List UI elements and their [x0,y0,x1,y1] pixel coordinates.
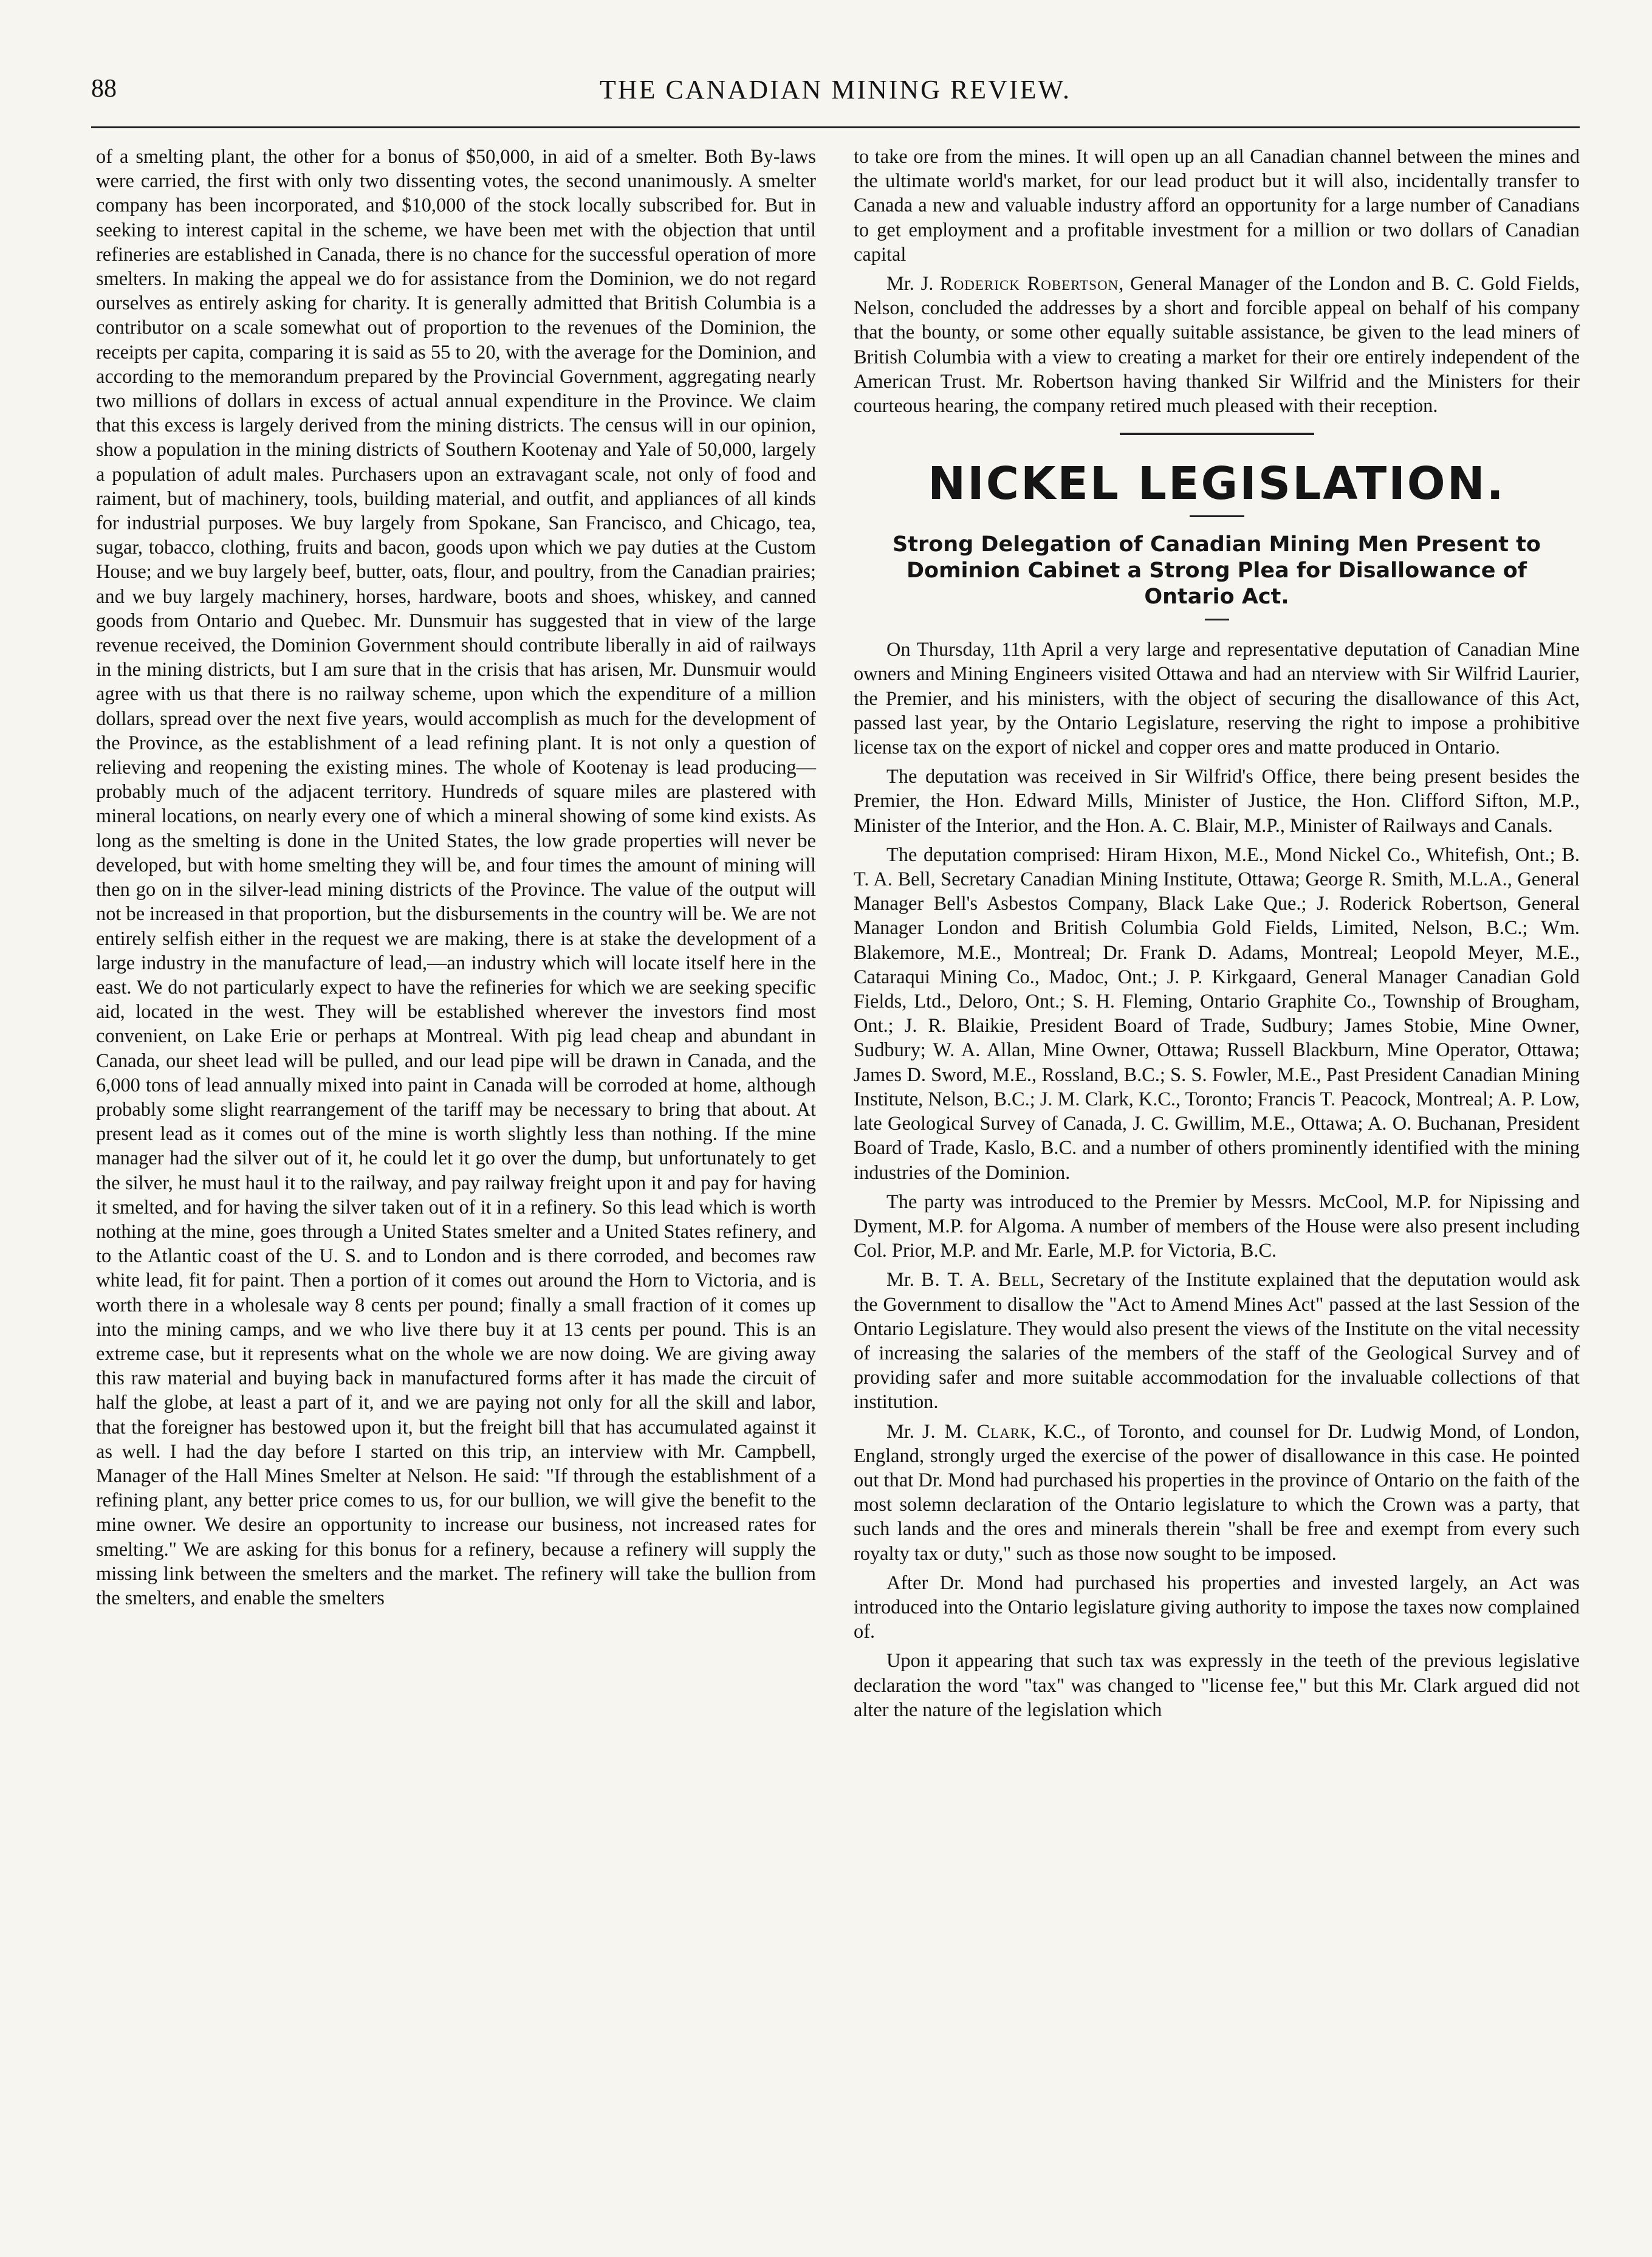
left-paragraph: of a smelting plant, the other for a bonus of $50,000, in aid of a smelter. Both By-laws were carried, the first with only two dissenting votes, the second unanimously. A smelter company has been incorporated, and $10,000 of the stock locally subscribed for. But in seeking to interest capital in the scheme, we have been met with the objection that until refineries are established in Canada, there is no chance for the successful operation of more smelters. In making the appeal we do for assistance from the Dominion, we do not regard ourselves as entirely asking for charity. It is generally admitted that British Columbia is a contributor on a scale somewhat out of proportion to the revenues of the Dominion, the receipts per capita, comparing it is said as 55 to 20, with the average for the Dominion, and according to the memorandum prepared by the Provincial Government, aggregating nearly two millions of dollars in excess of actual annual expenditure in the Province. We claim that this excess is largely derived from the mining districts. The census will in our opinion, show a population in the mining districts of Southern Kootenay and Yale of 50,000, largely a population of adult males. Purchasers upon an extravagant scale, not only of food and raiment, but of machinery, tools, building material, and outfit, and appliances of all kinds for industrial purposes. We buy largely from Spokane, San Francisco, and Chicago, tea, sugar, tobacco, clothing, fruits and bacon, goods upon which we pay duties at the Custom House; and we buy largely beef, butter, oats, flour, and poultry, from the Canadian prairies; and we buy largely machinery, horses, hardware, boots and shoes, whiskey, and canned goods from Ontario and Quebec. Mr. Dunsmuir has suggested that in view of the large revenue received, the Dominion Government should contribute liberally in aid of railways in the mining districts, but I am sure that in the crisis that has arisen, Mr. Dunsmuir would agree with us that there is no railway scheme, upon which the expenditure of a million dollars, spread over the next five years, would accomplish as much for the development of the Province, as the establishment of a lead refining plant. It is not only a question of relieving and reopening the existing mines. The whole of Kootenay is lead producing—probably much of the adjacent territory. Hundreds of square miles are plastered with mineral locations, on nearly every one of which a mineral showing of some kind exists. As long as the smelting is done in the United States, the low grade properties will never be developed, but with home smelting they will be, and four times the amount of mining will then go on in the silver-lead mining districts of the Province. The value of the output will not be increased in that proportion, but the disbursements in the country will be. We are not entirely selfish either in the request we are making, there is at stake the development of a large industry in the manufacture of lead,—an industry which will locate itself here in the east. We do not particularly expect to have the refineries for which we are seeking specific aid, located in the west. They will be established wherever the investors find most convenient, on Lake Erie or perhaps at Montreal. With pig lead cheap and abundant in Canada, our sheet lead will be pulled, and our lead pipe will be drawn in Canada, and the 6,000 tons of lead annually mixed into paint in Canada will be corroded at home, although probably some slight rearrangement of the tariff may be necessary to bring that about. At present lead as it comes out of the mine is worth slightly less than nothing. If the mine manager had the silver out of it, he could let it go over the dump, but unfortunately to get the silver, he must haul it to the railway, and pay railway freight upon it and pay for having it smelted, and for having the silver taken out of it in a refinery. So this lead which is worth nothing at the mine, goes through a United States smelter and a United States refinery, and to the Atlantic coast of the U. S. and to London and is there corroded, and becomes raw white lead, fit for paint. Then a portion of it comes out around the Horn to Victoria, and is worth there in a wholesale way 8 cents per pound; finally a small fraction of it comes up into the mining camps, and we who live there buy it at 13 cents per pound. This is an extreme case, but it represents what on the whole we are now doing. We are giving away this raw material and buying back in manufactured forms after it has made the circuit of half the globe, at least a part of it, and we are paying not only for all the skill and labor, that the foreigner has bestowed upon it, but the freight bill that has accumulated against it as well. I had the day before I started on this trip, an interview with Mr. Campbell, Manager of the Hall Mines Smelter at Nelson. He said: "If through the establishment of a refining plant, any better price comes to us, for our bullion, we will give the benefit to the mine owner. We desire an opportunity to increase our business, not increased rates for smelting." We are asking for this bonus for a refinery, because a refinery will supply the missing link between the smelters and the market. The refinery will take the bullion from the smelters, and enable the smelters [96,146,816,1609]
robertson-name: Roderick Robertson [940,273,1119,295]
subheadline-dash [1205,619,1229,620]
body-paragraph: Upon it appearing that such tax was expressly in the teeth of the previous legislative declaration the word "tax" was changed to "license fee," but this Mr. Clark argued did not alter the nature of the legislation which [854,1650,1580,1721]
robertson-prefix: Mr. J. [886,273,941,295]
body-paragraph: After Dr. Mond had purchased his properties and invested largely, an Act was introduced into the Ontario legislature giving authority to impose the taxes now complained of. [854,1572,1580,1643]
body-paragraph: The party was introduced to the Premier by Messrs. McCool, M.P. for Nipissing and Dyment, M.P. for Algoma. A number of members of the House were also present including Col. Prior, M.P. and Mr. Earle, M.P. for Victoria, B.C. [854,1190,1580,1262]
body-paragraph: The deputation was received in Sir Wilfrid's Office, there being present besides the Premier, the Hon. Edward Mills, Minister of Justice, the Hon. Clifford Sifton, M.P., Minister of the Interior, and the Hon. A. C. Blair, M.P., Minister of Railways and Canals. [854,766,1580,837]
clark-name: J. M. Clark [922,1420,1031,1443]
clark-text: , K.C., of Toronto, and counsel for Dr. Ludwig Mond, of London, England, strongly urged the exercise of the power of disallowance in this case. He pointed out that Dr. Mond had purchased his properties in the province of Ontario on the faith of the most solemn declaration of the Ontario legislature to which the Crown was a party, that such lands and the ores and minerals therein "shall be free and exempt from every such royalty tax or duty," such as those now sought to be imposed. [854,1420,1580,1565]
article-subheadline: Strong Delegation of Canadian Mining Men Present to Dominion Cabinet a Strong Plea for Disallowance of Ontario Act. [893,532,1541,610]
left-column [96,145,816,1615]
robertson-text: , General Manager of the London and B. C. Gold Fields, Nelson, concluded the addresses by a short and forcible appeal on behalf of his company that the bounty, or some other equally suitable assistance, be given to the lead miners of British Columbia with a view to creating a market for their ore entirely independent of the American Trust. Mr. Robertson having thanked Sir Wilfrid and the Ministers for their courteous hearing, the company retired much pleased with their reception. [854,273,1580,417]
page-number: 88 [91,75,117,103]
robertson-paragraph [854,272,1580,418]
body-paragraph: On Thursday, 11th April a very large and representative deputation of Canadian Mine owners and Mining Engineers visited Ottawa and had an nterview with Sir Wilfrid Laurier, the Premier, and his ministers, with the object of securing the disallowance of this Act, passed last year, by the Ontario Legislature, reserving the right to impose a prohibitive license tax on the export of nickel and copper ores and matte produced in Ontario. [854,639,1580,759]
bell-name: B. T. A. Bell [921,1269,1040,1291]
headline-rule [1190,515,1244,517]
bell-text: , Secretary of the Institute explained that the deputation would ask the Government to disallow the "Act to Amend Mines Act" passed at the last Session of the Ontario Legislature. They would also present the views of the Institute on the vital necessity of increasing the salaries of the members of the staff of the Geological Survey and of providing safer and more suitable accommodation for the invaluable collections of that institution. [854,1269,1580,1414]
right-column [854,145,1580,1727]
running-title: THE CANADIAN MINING REVIEW. [600,75,1071,105]
article-headline: NICKEL LEGISLATION. [928,458,1506,510]
continued-paragraph: to take ore from the mines. It will open up an all Canadian channel between the mines and the ultimate world's market, for our lead product but it will also, incidentally transfer to Canada a new and valuable industry afford an opportunity for a large number of Canadians to get employment and a profitable investment for a million or two dollars of Canadian capital [854,146,1580,266]
page-header [91,72,1580,117]
header-rule [91,126,1580,128]
clark-paragraph [854,1420,1580,1566]
clark-prefix: Mr. [886,1420,922,1443]
bell-prefix: Mr. [886,1269,922,1291]
article-separator-rule [1120,433,1314,435]
body-paragraph: The deputation comprised: Hiram Hixon, M.E., Mond Nickel Co., Whitefish, Ont.; B. T. A. Bell, Secretary Canadian Mining Institute, Ottawa; George R. Smith, M.L.A., General Manager Bell's Asbestos Company, Black Lake Que.; J. Roderick Robertson, General Manager London and British Columbia Gold Fields, Limited, Nelson, B.C.; Wm. Blakemore, M.E., Montreal; Dr. Frank D. Adams, Montreal; Leopold Meyer, M.E., Cataraqui Mining Co., Madoc, Ont.; J. P. Kirkgaard, General Manager Canadian Gold Fields, Ltd., Deloro, Ont.; S. H. Fleming, Ontario Graphite Co., Township of Brougham, Ont.; J. R. Blaikie, President Board of Trade, Sudbury; James Stobie, Mine Owner, Sudbury; W. A. Allan, Mine Owner, Ottawa; Russell Blackburn, Mine Operator, Ottawa; James D. Sword, M.E., Rossland, B.C.; S. S. Fowler, M.E., Past President Canadian Mining Institute, Nelson, B.C.; J. M. Clark, K.C., Toronto; Francis T. Peacock, Montreal; A. P. Low, late Geological Survey of Canada, J. C. Gwillim, M.E., Ottawa; A. O. Buchanan, President Board of Trade, Kaslo, B.C. and a number of others prominently identified with the mining industries of the Dominion. [854,843,1580,1184]
bell-paragraph [854,1268,1580,1414]
